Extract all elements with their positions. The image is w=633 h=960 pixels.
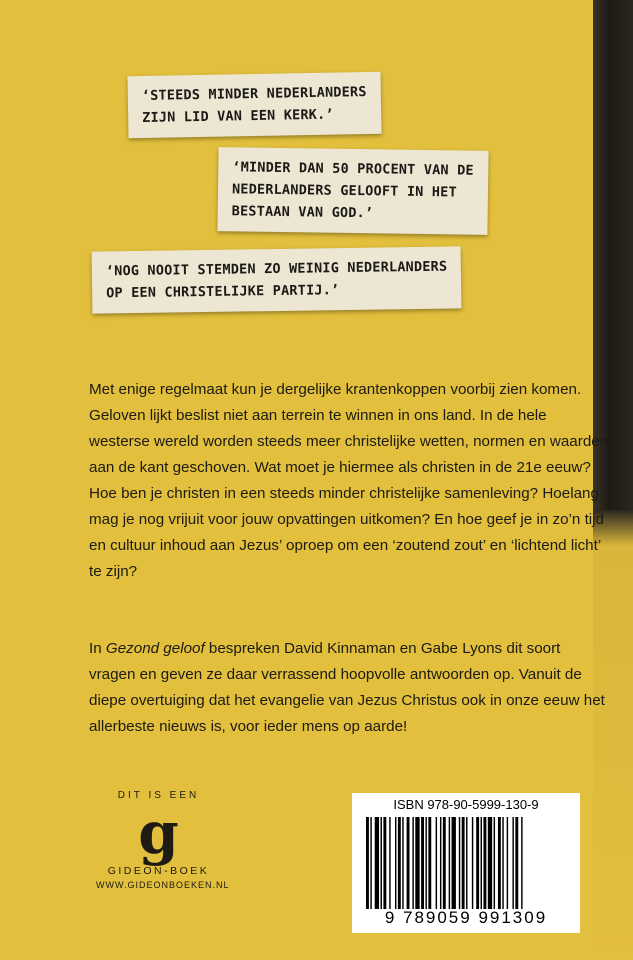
barcode-bar (483, 817, 486, 909)
barcode-bar (375, 817, 379, 909)
barcode-bar (481, 817, 482, 909)
barcode-bar (462, 817, 465, 909)
barcode-bar (398, 817, 401, 909)
barcode-bar (449, 817, 450, 909)
gideon-logo (96, 790, 230, 890)
blurb-prefix: In (89, 640, 106, 657)
barcode-bar (459, 817, 460, 909)
barcode-bar (443, 817, 446, 909)
barcode-bar (488, 817, 492, 909)
barcode-bar (370, 817, 371, 909)
barcode-bar (498, 817, 501, 909)
book-title-italic: Gezond geloof (105, 640, 205, 657)
barcode-bar (440, 817, 441, 909)
barcode-bar (452, 817, 456, 909)
barcode-bar (421, 817, 424, 909)
blurb-paragraph-1 (89, 377, 609, 585)
barcode-bar (389, 817, 390, 909)
newspaper-clipping-1: ‘STEEDS MINDER NEDERLANDERS ZIJN LID VAN EEN KERK.’ (127, 72, 381, 138)
barcode-bar (402, 817, 403, 909)
barcode-bar (428, 817, 431, 909)
barcode-bar (502, 817, 503, 909)
newspaper-clipping-3: ‘NOG NOOIT STEMDEN ZO WEINIG NEDERLANDERS OP EEN CHRISTELIJKE PARTIJ.’ (92, 246, 462, 313)
barcode-bar (395, 817, 396, 909)
barcode-bar (415, 817, 419, 909)
barcode-bar (407, 817, 410, 909)
blurb-rest: bespreken David Kinnaman en Gabe Lyons dit soort vragen en geven ze daar verrassend hoopvolle antwoorden op. Vanuit de diepe overtuiging dat het evangelie van Jezus Christus ook in onze eeuw het allerbeste nieuws is, voor ieder mens op aarde! (89, 640, 605, 735)
barcode-bar (476, 817, 479, 909)
barcode-bar (515, 817, 518, 909)
barcode-bars (366, 817, 566, 909)
barcode-bar (472, 817, 473, 909)
barcode-bar (507, 817, 508, 909)
barcode-bar (383, 817, 386, 909)
barcode-bar (425, 817, 426, 909)
logo-top-text: DIT IS EEN (117, 790, 200, 801)
barcode-bar (381, 817, 382, 909)
blurb-paragraph-2 (89, 636, 609, 740)
blurb-paragraph-1-text: Met enige regelmaat kun je dergelijke krantenkoppen voorbij zien komen. Geloven lijkt beslist niet aan terrein te winnen in ons land. In de hele westerse wereld worden steeds meer christelijke wetten, normen en waarden aan de kant geschoven. Wat moet je hiermee als christen in de 21e eeuw? Hoe ben je christen in een steeds minder christelijke samenleving? Hoelang mag je nog vrijuit voor jouw opvattingen uitkomen? En hoe geef je in zo’n tijd en cultuur inhoud aan Jezus’ oproep om een ‘zoutend zout’ en ‘lichtend licht’ te zijn? (89, 381, 609, 580)
isbn-label: ISBN 978-90-5999-130-9 (393, 797, 539, 812)
barcode-bar (521, 817, 522, 909)
barcode-bar (366, 817, 369, 909)
barcode-bar (494, 817, 495, 909)
barcode-bar (436, 817, 437, 909)
barcode-bar (412, 817, 413, 909)
gideon-g-icon: g (138, 799, 179, 867)
barcode-bar (512, 817, 513, 909)
ean-digits: 9 789059 991309 (384, 908, 548, 927)
newspaper-clipping-2: ‘MINDER DAN 50 PROCENT VAN DE NEDERLANDERS GELOOFT IN HET BESTAAN VAN GOD.’ (217, 147, 488, 235)
logo-url: WWW.GIDEONBOEKEN.NL (96, 880, 230, 890)
barcode-bar (466, 817, 467, 909)
barcode-panel (352, 793, 580, 933)
logo-name: GIDEON-BOEK (107, 865, 210, 877)
